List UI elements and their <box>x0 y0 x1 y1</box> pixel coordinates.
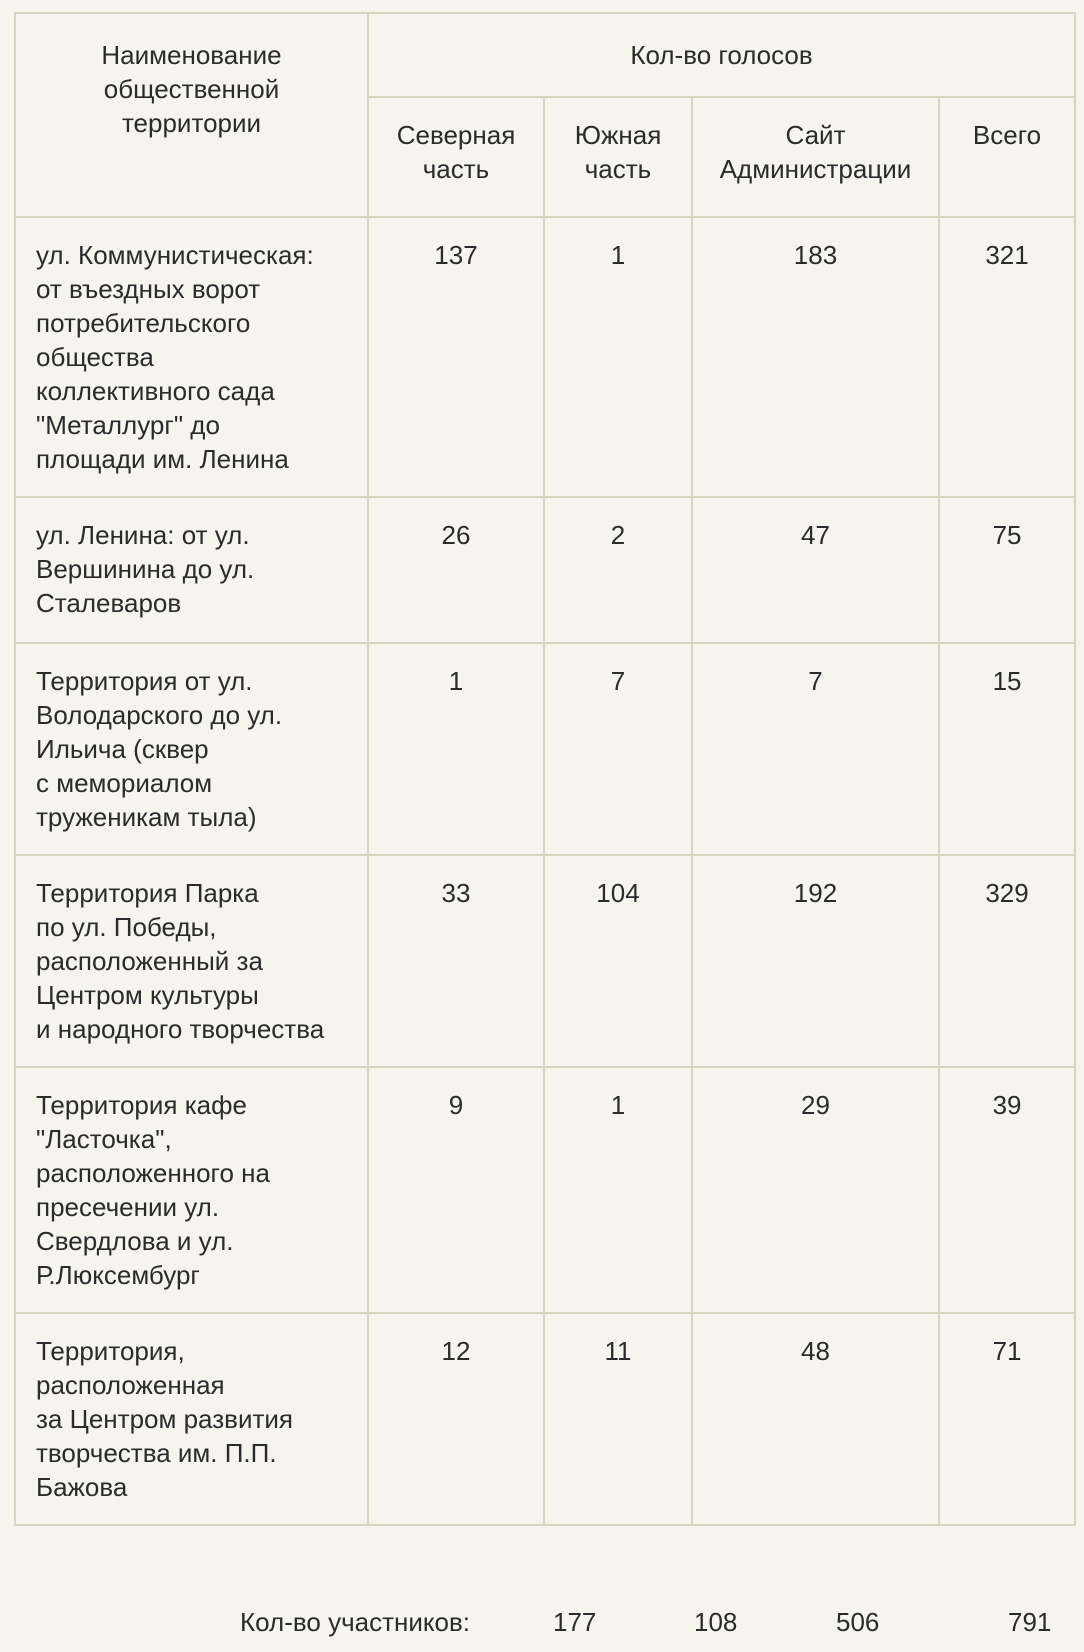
table-row <box>15 643 1075 855</box>
site-votes: 7 <box>692 643 939 855</box>
header-total: Всего <box>939 97 1075 217</box>
north-votes: 9 <box>368 1067 544 1313</box>
total-votes: 329 <box>939 855 1075 1067</box>
total-votes: 39 <box>939 1067 1075 1313</box>
header-south-part: Южная часть <box>544 97 692 217</box>
participants-label: Кол-во участников: <box>240 1607 471 1637</box>
site-votes: 47 <box>692 497 939 643</box>
site-votes: 183 <box>692 217 939 497</box>
site-votes: 29 <box>692 1067 939 1313</box>
table-row <box>15 1313 1075 1525</box>
participants-south: 108 <box>694 1607 738 1637</box>
south-votes: 1 <box>544 1067 692 1313</box>
south-votes: 11 <box>544 1313 692 1525</box>
participants-total: 791 <box>1008 1607 1052 1637</box>
territory-name: Территория кафе "Ласточка", расположенного на пресечении ул. Свердлова и ул. Р.Люксембург <box>15 1067 368 1313</box>
site-votes: 192 <box>692 855 939 1067</box>
total-votes: 15 <box>939 643 1075 855</box>
participants-site: 506 <box>836 1607 880 1637</box>
north-votes: 12 <box>368 1313 544 1525</box>
table-row <box>15 855 1075 1067</box>
total-votes: 71 <box>939 1313 1075 1525</box>
territory-name: Территория Парка по ул. Победы, расположенный за Центром культуры и народного творчества <box>15 855 368 1067</box>
votes-table-container <box>14 12 1074 1526</box>
north-votes: 137 <box>368 217 544 497</box>
header-north-part: Северная часть <box>368 97 544 217</box>
table-row <box>15 1067 1075 1313</box>
participants-summary <box>0 1602 1084 1642</box>
table-row <box>15 217 1075 497</box>
header-row-top <box>15 13 1075 97</box>
north-votes: 1 <box>368 643 544 855</box>
votes-table <box>14 12 1076 1526</box>
table-row <box>15 497 1075 643</box>
north-votes: 26 <box>368 497 544 643</box>
participants-north: 177 <box>553 1607 597 1637</box>
total-votes: 75 <box>939 497 1075 643</box>
south-votes: 104 <box>544 855 692 1067</box>
total-votes: 321 <box>939 217 1075 497</box>
north-votes: 33 <box>368 855 544 1067</box>
site-votes: 48 <box>692 1313 939 1525</box>
territory-name: ул. Ленина: от ул. Вершинина до ул. Сталеваров <box>15 497 368 643</box>
south-votes: 2 <box>544 497 692 643</box>
header-admin-site: Сайт Администрации <box>692 97 939 217</box>
south-votes: 1 <box>544 217 692 497</box>
south-votes: 7 <box>544 643 692 855</box>
header-votes-count: Кол-во голосов <box>368 13 1075 97</box>
header-territory-name: Наименование общественной территории <box>15 13 368 217</box>
territory-name: Территория, расположенная за Центром развития творчества им. П.П. Бажова <box>15 1313 368 1525</box>
territory-name: Территория от ул. Володарского до ул. Ильича (сквер с мемориалом труженикам тыла) <box>15 643 368 855</box>
territory-name: ул. Коммунистическая: от въездных ворот потребительского общества коллективного сада "Металлург" до площади им. Ленина <box>15 217 368 497</box>
